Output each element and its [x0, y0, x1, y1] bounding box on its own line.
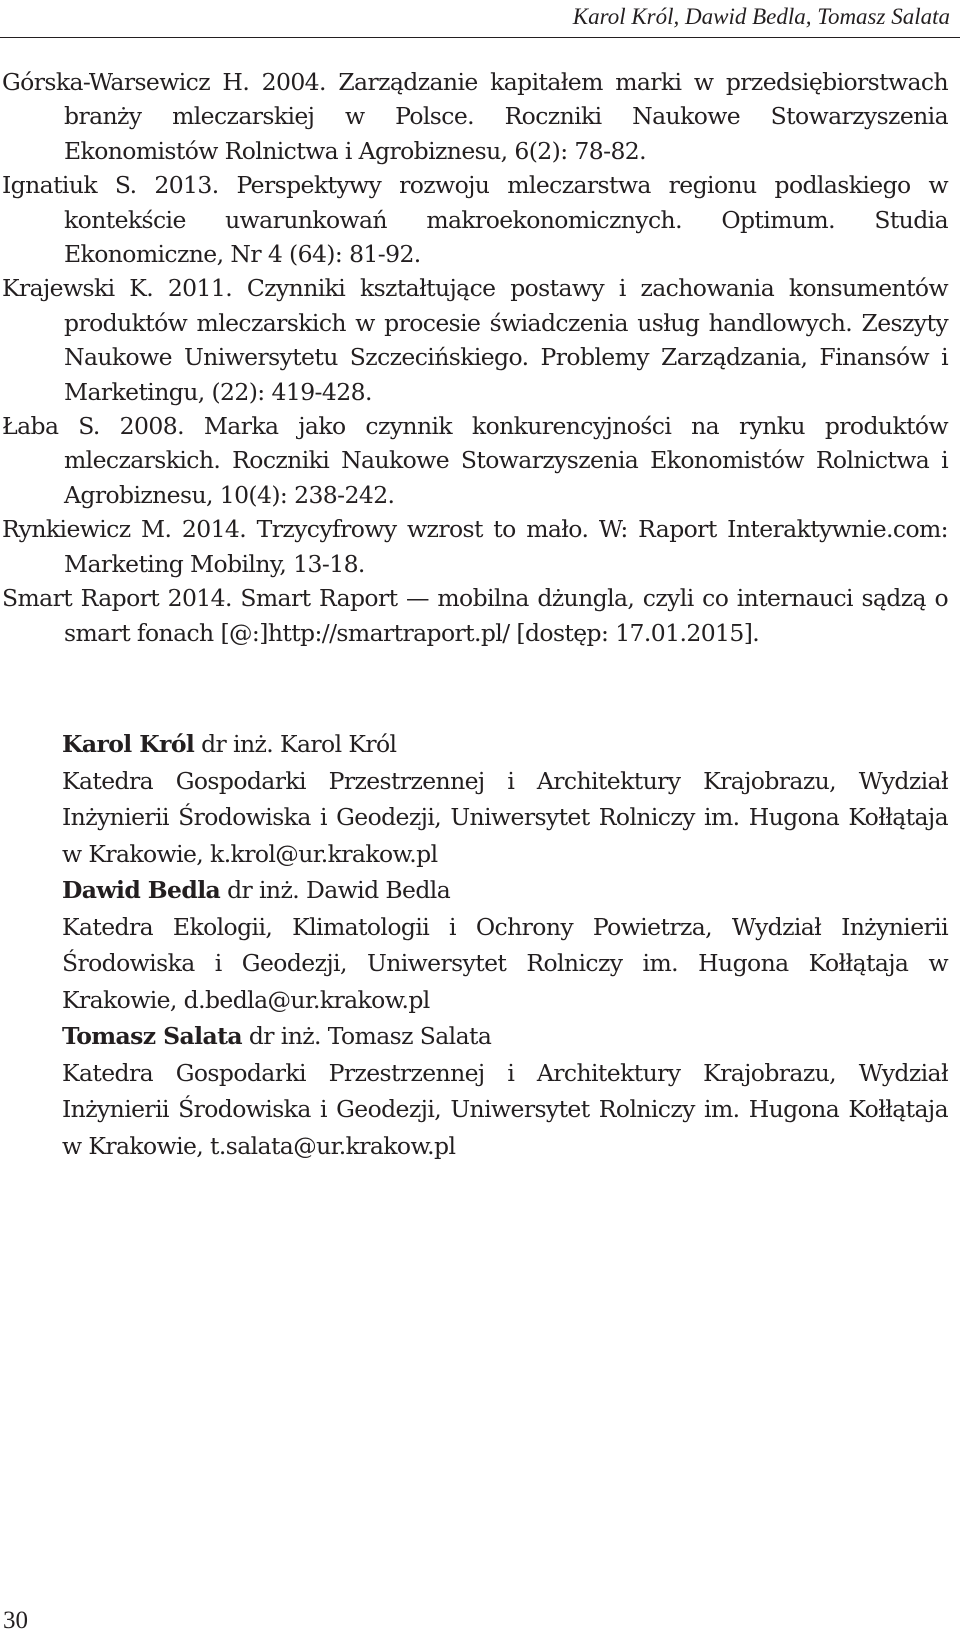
- page-number: 30: [3, 1607, 28, 1634]
- reference-entry: Krajewski K. 2011. Czynniki kształtujące postawy i zachowania konsumentów produktów mleczarskich w procesie świadczenia usług handlowych. Zeszyty Naukowe Uniwersytetu Szczecińskiego. Problemy Zarządzania, Finansów i Marketingu, (22): 419-428.: [2, 274, 948, 406]
- author-name: Karol Król: [62, 730, 195, 758]
- reference-entry: Ignatiuk S. 2013. Perspektywy rozwoju mleczarstwa regionu podlaskiego w kontekście uwarunkowań makroekonomicznych. Optimum. Studia Ekonomiczne, Nr 4 (64): 81-92.: [2, 171, 948, 269]
- author-notes: [62, 726, 948, 1164]
- reference-entry: Rynkiewicz M. 2014. Trzycyfrowy wzrost to mało. W: Raport Interaktywnie.com: Marketing Mobilny, 13-18.: [2, 515, 948, 578]
- author-block: [62, 1018, 948, 1164]
- reference-entry: Łaba S. 2008. Marka jako czynnik konkurencyjności na rynku produktów mleczarskich. Roczniki Naukowe Stowarzyszenia Ekonomistów Rolnictwa i Agrobiznesu, 10(4): 238-242.: [2, 412, 948, 509]
- author-affiliation: Katedra Gospodarki Przestrzennej i Architektury Krajobrazu, Wydział Inżynierii Środowiska i Geodezji, Uniwersytet Rolniczy im. Hugona Kołłątaja w Krakowie, t.salata@ur.krakow.pl: [62, 1058, 948, 1160]
- header-rule: [0, 37, 960, 38]
- author-block: [62, 726, 948, 872]
- author-title: dr inż. Tomasz Salata: [248, 1022, 492, 1050]
- author-affiliation: Katedra Ekologii, Klimatologii i Ochrony Powietrza, Wydział Inżynierii Środowiska i Geodezji, Uniwersytet Rolniczy im. Hugona Kołłątaja w Krakowie, d.bedla@ur.krakow.pl: [62, 912, 948, 1014]
- author-name: Dawid Bedla: [62, 876, 221, 904]
- reference-list: [2, 65, 948, 650]
- author-block: [62, 872, 948, 1018]
- reference-entry: Górska-Warsewicz H. 2004. Zarządzanie kapitałem marki w przedsiębiorstwach branży mleczarskiej w Polsce. Roczniki Naukowe Stowarzyszenia Ekonomistów Rolnictwa i Agrobiznesu, 6(2): 78-82.: [2, 68, 948, 165]
- running-header: Karol Król, Dawid Bedla, Tomasz Salata: [572, 4, 950, 29]
- reference-entry: Smart Raport 2014. Smart Raport — mobilna dżungla, czyli co internauci sądzą o smart fonach [@:]http://smartraport.pl/ [dostęp: 17.01.2015].: [2, 584, 948, 647]
- author-title: dr inż. Dawid Bedla: [227, 876, 451, 904]
- author-title: dr inż. Karol Król: [201, 730, 397, 758]
- author-name: Tomasz Salata: [62, 1022, 242, 1050]
- author-affiliation: Katedra Gospodarki Przestrzennej i Architektury Krajobrazu, Wydział Inżynierii Środowiska i Geodezji, Uniwersytet Rolniczy im. Hugona Kołłątaja w Krakowie, k.krol@ur.krakow.pl: [62, 766, 948, 868]
